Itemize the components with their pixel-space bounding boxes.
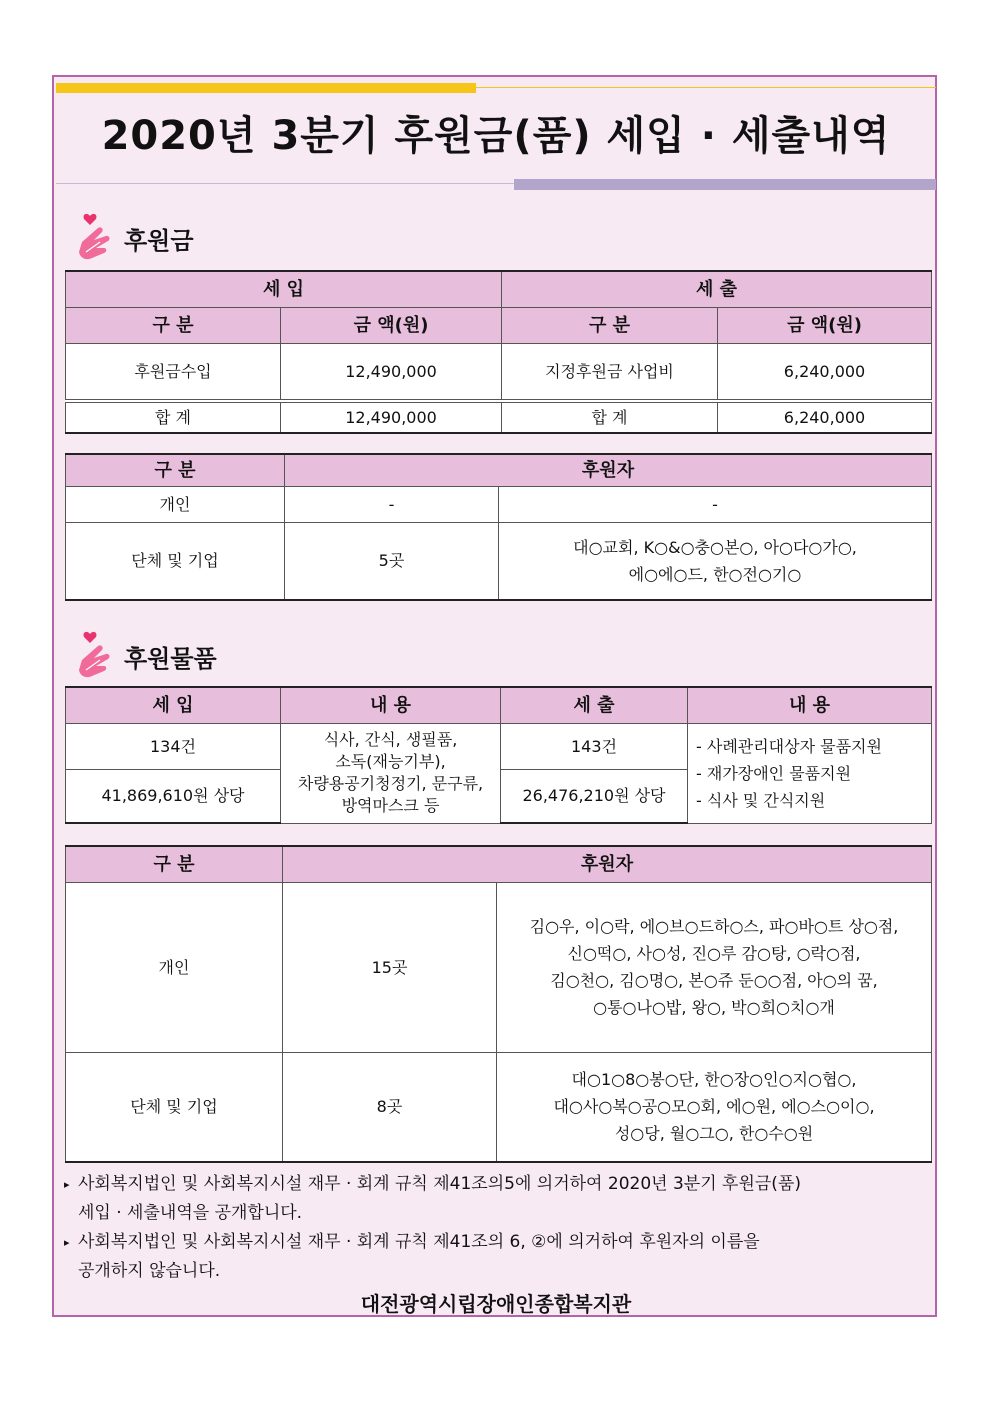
goods-donor-names-line: 성○당, 월○그○, 한○수○원 [614,1124,814,1144]
income-total-amount: 12,490,000 [281,401,502,433]
goods-income-header: 세 입 [66,687,281,723]
bullet-triangle-icon: ▸ [64,1236,70,1249]
note-item [64,1170,924,1228]
goods-donor-category-group: 단체 및 기업 [66,1052,283,1162]
bullet-triangle-icon: ▸ [64,1178,70,1191]
goods-donor-names-line: 김○우, 이○락, 에○브○드하○스, 파○바○트 상○점, [529,917,899,936]
goods-donor-names-individual [497,882,932,1052]
goods-income-content-line: 소독(재능기부), [335,752,446,771]
goods-expense-content-header: 내 용 [688,687,932,723]
section-heading-money-text: 후원금 [124,226,194,255]
yellow-accent-bar [56,83,476,93]
income-amount: 12,490,000 [281,343,502,401]
expense-total-label: 합 계 [502,401,718,433]
donor-category-group: 단체 및 기업 [66,522,285,600]
expense-item: 지정후원금 사업비 [502,343,718,401]
note-line: 사회복지법인 및 사회복지시설 재무 · 회계 규칙 제41조의5에 의거하여 2020년 3분기 후원금(품) [78,1174,801,1194]
goods-donor-names-line: 대○1○8○봉○단, 한○장○인○지○협○, [571,1070,857,1090]
money-donor-table [65,453,932,601]
goods-expense-content [688,723,932,823]
expense-amount: 6,240,000 [718,343,932,401]
goods-income-content-header: 내 용 [281,687,501,723]
yellow-accent-line [476,87,936,88]
income-amount-header: 금 액(원) [281,307,502,343]
purple-accent-line [56,183,514,184]
organization-name: 대전광역시립장애인종합복지관 [360,1292,632,1316]
donor-category-individual: 개인 [66,486,285,522]
goods-donor-category-individual: 개인 [66,882,283,1052]
goods-donor-category-header: 구 분 [66,846,283,882]
goods-expense-content-line: - 재가장애인 물품지원 [696,763,852,783]
goods-donor-names-line: ○통○나○밥, 왕○, 박○희○치○개 [593,998,835,1017]
donor-names-individual: - [499,486,932,522]
finger-heart-icon [76,630,116,682]
donor-category-header: 구 분 [66,454,285,486]
purple-accent-bar [514,179,936,190]
finger-heart-icon [76,212,116,264]
goods-donor-names-line: 대○사○복○공○모○회, 에○원, 에○스○이○, [553,1097,875,1117]
goods-income-count: 134건 [66,723,281,769]
expense-category-header: 구 분 [502,307,718,343]
section-heading-goods-text: 후원물품 [124,644,217,673]
donor-count-group: 5곳 [285,522,499,600]
note-line: 공개하지 않습니다. [78,1261,221,1281]
section-heading-money [76,212,194,264]
page-title: 2020년 3분기 후원금(품) 세입 · 세출내역 [101,113,891,159]
goods-donor-names-line: 김○천○, 김○명○, 본○쥬 둔○○점, 아○의 꿈, [550,971,878,990]
goods-expense-value: 26,476,210원 상당 [501,769,688,823]
goods-income-content-line: 차량용공기청정기, 문구류, [297,774,484,793]
income-category-header: 구 분 [66,307,281,343]
goods-donor-count-group: 8곳 [283,1052,497,1162]
note-item [64,1228,924,1286]
donor-names-line: 대○교회, K○&○충○본○, 아○다○가○, [573,537,857,557]
goods-income-value: 41,869,610원 상당 [66,769,281,823]
expense-amount-header: 금 액(원) [718,307,932,343]
note-line: 세입 · 세출내역을 공개합니다. [78,1203,303,1223]
goods-donor-table [65,845,932,1163]
expense-total-amount: 6,240,000 [718,401,932,433]
notes [64,1170,924,1286]
goods-expense-content-line: - 사례관리대상자 물품지원 [696,736,882,756]
section-heading-goods [76,630,217,682]
donor-count-individual: - [285,486,499,522]
goods-donor-names-line: 신○떡○, 사○성, 진○루 감○탕, ○락○점, [567,944,861,963]
goods-donor-names-group [497,1052,932,1162]
goods-income-content [281,723,501,823]
income-item: 후원금수입 [66,343,281,401]
donor-names-line: 에○에○드, 한○전○기○ [628,564,802,584]
goods-expense-count: 143건 [501,723,688,769]
money-income-expense-table [65,270,932,434]
goods-donor-count-individual: 15곳 [283,882,497,1052]
income-total-label: 합 계 [66,401,281,433]
donor-names-group [499,522,932,600]
goods-expense-header: 세 출 [501,687,688,723]
income-header: 세 입 [66,271,502,307]
note-line: 사회복지법인 및 사회복지시설 재무 · 회계 규칙 제41조의 6, ②에 의거하여 후원자의 이름을 [78,1232,760,1252]
donor-header: 후원자 [285,454,932,486]
goods-income-expense-table [65,686,932,824]
goods-income-content-line: 방역마스크 등 [341,796,440,815]
expense-header: 세 출 [502,271,932,307]
goods-donor-header: 후원자 [283,846,932,882]
goods-income-content-line: 식사, 간식, 생필품, [323,730,458,749]
goods-expense-content-line: - 식사 및 간식지원 [696,790,826,810]
